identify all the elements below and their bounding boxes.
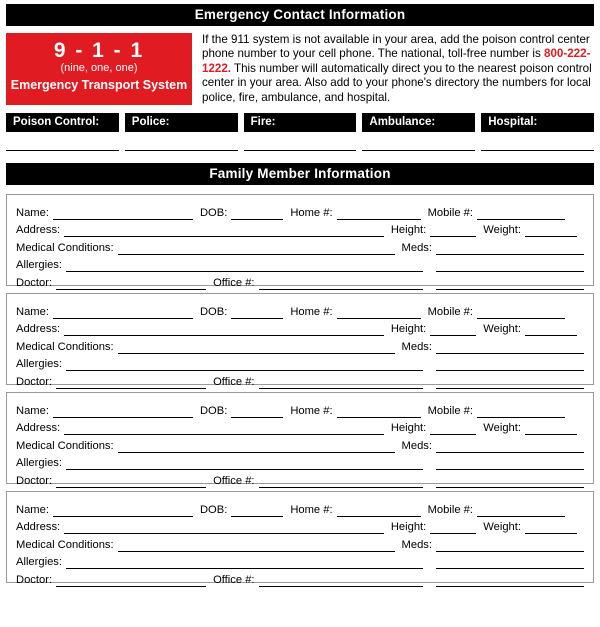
emergency-transport-system-label: Emergency Transport System [10, 78, 188, 92]
input-medical-conditions[interactable] [118, 541, 395, 552]
family-row-doctor [16, 470, 584, 488]
input-doctor[interactable] [56, 279, 206, 290]
input-meds[interactable] [436, 244, 584, 255]
contact-label-fire: Fire: [244, 113, 357, 132]
input-name[interactable] [53, 407, 193, 418]
input-meds-continued-2[interactable] [436, 576, 584, 587]
label-doctor: Doctor: [16, 375, 53, 388]
label-weight: Weight: [483, 224, 521, 237]
emergency-contact-write-in-row [6, 150, 594, 151]
contact-label-ambulance: Ambulance: [362, 113, 475, 132]
family-member-card [6, 392, 594, 487]
label-meds: Meds: [401, 241, 432, 254]
label-dob: DOB: [199, 305, 228, 318]
poison-control-phone-number: 800-222-1222. [202, 47, 591, 75]
family-row-allergies [16, 255, 584, 273]
input-dob[interactable] [231, 407, 283, 418]
family-row-doctor [16, 272, 584, 290]
label-home: Home #: [290, 503, 333, 516]
contact-input-fire[interactable] [244, 150, 357, 151]
emergency-instructions-part1: If the 911 system is not available in your area, add the poison control center phone number to your cell phone. The national, toll-free number is [202, 33, 590, 61]
input-address[interactable] [64, 424, 384, 435]
input-allergies[interactable] [66, 261, 423, 272]
label-dob: DOB: [199, 503, 228, 516]
input-address[interactable] [64, 325, 384, 336]
emergency-number: 9 - 1 - 1 [53, 39, 145, 62]
input-doctor[interactable] [56, 576, 206, 587]
input-doctor[interactable] [56, 378, 206, 389]
input-address[interactable] [64, 226, 384, 237]
label-dob: DOB: [199, 206, 228, 219]
contact-input-poison-control[interactable] [6, 150, 119, 151]
input-meds-continued-2[interactable] [436, 378, 584, 389]
contact-label-police: Police: [125, 113, 238, 132]
family-row-medical [16, 534, 584, 552]
input-home-phone[interactable] [337, 506, 421, 517]
family-section-header: Family Member Information [6, 163, 594, 185]
contact-input-hospital[interactable] [481, 150, 594, 151]
input-height[interactable] [430, 424, 476, 435]
input-allergies[interactable] [66, 360, 423, 371]
family-row-doctor [16, 569, 584, 587]
input-home-phone[interactable] [337, 308, 421, 319]
input-allergies[interactable] [66, 558, 423, 569]
label-meds: Meds: [401, 538, 432, 551]
emergency-instructions-part2: This number will automatically direct you to the nearest poison control center in your area. Also add to your phone's directory the numbers for local police, fire, ambulance, and hospital. [202, 61, 592, 104]
family-row-medical [16, 435, 584, 453]
label-meds: Meds: [401, 340, 432, 353]
label-address: Address: [16, 422, 61, 435]
input-height[interactable] [430, 325, 476, 336]
family-row-address [16, 220, 584, 238]
input-office-phone[interactable] [259, 576, 423, 587]
label-office: Office #: [213, 573, 255, 586]
input-medical-conditions[interactable] [118, 343, 395, 354]
input-office-phone[interactable] [259, 279, 423, 290]
input-home-phone[interactable] [337, 209, 421, 220]
page-root [0, 4, 600, 627]
family-row-medical [16, 336, 584, 354]
input-meds-continued[interactable] [436, 558, 584, 569]
input-height[interactable] [430, 226, 476, 237]
family-member-card [6, 293, 594, 388]
family-row-doctor [16, 371, 584, 389]
family-row-address [16, 517, 584, 535]
input-mobile-phone[interactable] [477, 506, 565, 517]
label-allergies: Allergies: [16, 556, 63, 569]
contact-label-hospital: Hospital: [481, 113, 594, 132]
input-name[interactable] [53, 308, 193, 319]
label-dob: DOB: [199, 404, 228, 417]
family-row-name [16, 301, 584, 319]
label-medical-conditions: Medical Conditions: [16, 340, 114, 353]
label-mobile: Mobile #: [427, 206, 473, 219]
input-mobile-phone[interactable] [477, 308, 565, 319]
input-doctor[interactable] [56, 477, 206, 488]
input-weight[interactable] [525, 325, 577, 336]
input-name[interactable] [53, 506, 193, 517]
input-weight[interactable] [525, 523, 577, 534]
input-dob[interactable] [231, 308, 283, 319]
label-name: Name: [16, 404, 49, 417]
emergency-contact-label-row [6, 113, 594, 132]
input-office-phone[interactable] [259, 378, 423, 389]
family-row-medical [16, 237, 584, 255]
label-doctor: Doctor: [16, 276, 53, 289]
input-mobile-phone[interactable] [477, 407, 565, 418]
family-member-card [6, 194, 594, 289]
label-height: Height: [390, 224, 427, 237]
label-height: Height: [390, 323, 427, 336]
label-doctor: Doctor: [16, 573, 53, 586]
label-allergies: Allergies: [16, 259, 63, 272]
family-row-name [16, 499, 584, 517]
family-row-name [16, 202, 584, 220]
label-weight: Weight: [483, 422, 521, 435]
input-allergies[interactable] [66, 459, 423, 470]
input-dob[interactable] [231, 209, 283, 220]
input-office-phone[interactable] [259, 477, 423, 488]
input-meds[interactable] [436, 541, 584, 552]
contact-label-poison-control: Poison Control: [6, 113, 119, 132]
label-allergies: Allergies: [16, 358, 63, 371]
family-row-address [16, 319, 584, 337]
label-name: Name: [16, 503, 49, 516]
input-meds-continued[interactable] [436, 261, 584, 272]
input-dob[interactable] [231, 506, 283, 517]
family-row-allergies [16, 552, 584, 570]
family-row-allergies [16, 354, 584, 372]
label-weight: Weight: [483, 521, 521, 534]
label-home: Home #: [290, 305, 333, 318]
label-medical-conditions: Medical Conditions: [16, 538, 114, 551]
contact-input-ambulance[interactable] [362, 150, 475, 151]
input-address[interactable] [64, 523, 384, 534]
label-address: Address: [16, 323, 61, 336]
input-meds-continued[interactable] [436, 459, 584, 470]
label-office: Office #: [213, 375, 255, 388]
family-member-card [6, 491, 594, 586]
emergency-instructions [192, 33, 594, 105]
input-weight[interactable] [525, 226, 577, 237]
family-row-allergies [16, 453, 584, 471]
label-medical-conditions: Medical Conditions: [16, 241, 114, 254]
input-mobile-phone[interactable] [477, 209, 565, 220]
input-meds[interactable] [436, 442, 584, 453]
label-weight: Weight: [483, 323, 521, 336]
contact-input-police[interactable] [125, 150, 238, 151]
emergency-911-box [6, 33, 192, 105]
label-doctor: Doctor: [16, 474, 53, 487]
input-weight[interactable] [525, 424, 577, 435]
emergency-number-spelled: (nine, one, one) [60, 62, 138, 74]
input-meds-continued-2[interactable] [436, 279, 584, 290]
input-height[interactable] [430, 523, 476, 534]
input-meds-continued-2[interactable] [436, 477, 584, 488]
input-meds-continued[interactable] [436, 360, 584, 371]
label-address: Address: [16, 521, 61, 534]
input-home-phone[interactable] [337, 407, 421, 418]
input-name[interactable] [53, 209, 193, 220]
family-row-address [16, 418, 584, 436]
input-medical-conditions[interactable] [118, 442, 395, 453]
label-height: Height: [390, 521, 427, 534]
label-height: Height: [390, 422, 427, 435]
label-home: Home #: [290, 404, 333, 417]
label-mobile: Mobile #: [427, 503, 473, 516]
label-name: Name: [16, 305, 49, 318]
label-address: Address: [16, 224, 61, 237]
label-mobile: Mobile #: [427, 404, 473, 417]
label-mobile: Mobile #: [427, 305, 473, 318]
family-row-name [16, 400, 584, 418]
emergency-section-header: Emergency Contact Information [6, 4, 594, 26]
label-medical-conditions: Medical Conditions: [16, 439, 114, 452]
family-member-cards [6, 194, 594, 586]
label-meds: Meds: [401, 439, 432, 452]
label-name: Name: [16, 206, 49, 219]
label-home: Home #: [290, 206, 333, 219]
input-meds[interactable] [436, 343, 584, 354]
label-allergies: Allergies: [16, 457, 63, 470]
label-office: Office #: [213, 474, 255, 487]
input-medical-conditions[interactable] [118, 244, 395, 255]
label-office: Office #: [213, 276, 255, 289]
emergency-info-row [6, 33, 594, 105]
